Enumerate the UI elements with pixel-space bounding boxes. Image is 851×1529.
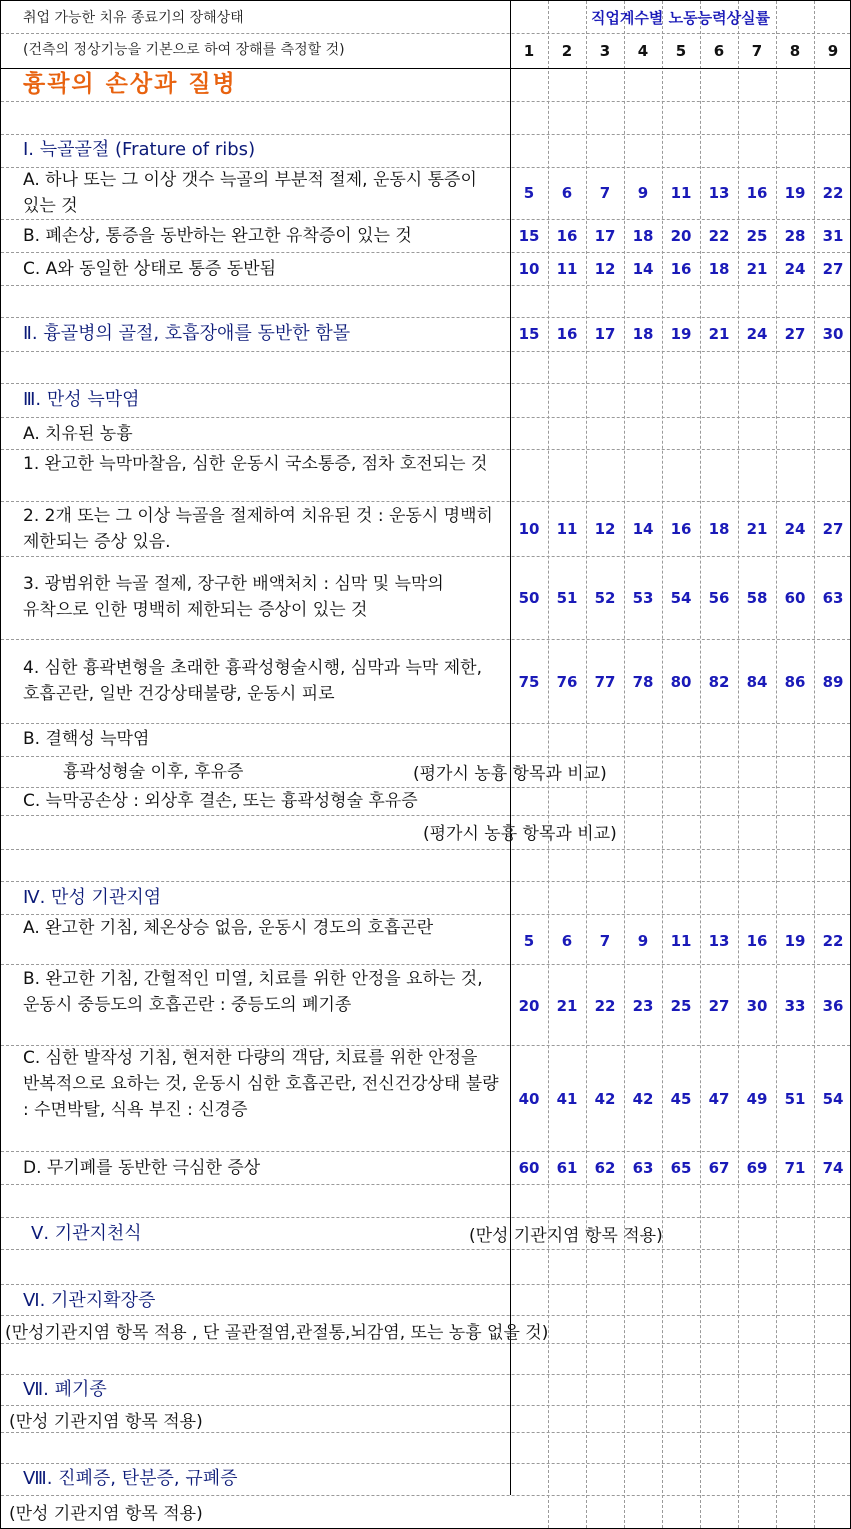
rate-cell: 13 <box>708 932 730 950</box>
rate-cell: 16 <box>556 325 578 343</box>
header-condition-label: 취업 가능한 치유 종료기의 장해상태 <box>23 10 244 26</box>
header-divider <box>1 68 850 69</box>
grid-row-line <box>1 881 850 882</box>
rate-cell: 67 <box>708 1159 730 1177</box>
item-s3a4: 4. 심한 흉곽변형을 초래한 흉곽성형술시행, 심막과 늑막 제한, 호흡곤란, 일반 건강상태불량, 운동시 피로 <box>23 658 482 704</box>
rate-cell: 22 <box>708 227 730 245</box>
item-s4c: C. 심한 발작성 기침, 현저한 다량의 객담, 치료를 위한 안정을 반복적으로 요하는 것, 운동시 심한 호흡곤란, 전신건강상태 불량 : 수면박탈, 식욕 부진 : 신경증 <box>23 1048 499 1120</box>
rate-cell: 16 <box>556 227 578 245</box>
rate-cell: 23 <box>632 997 654 1015</box>
rate-cell: 58 <box>746 589 768 607</box>
column-number: 9 <box>827 42 839 60</box>
rate-cell: 86 <box>784 673 806 691</box>
rate-cell: 84 <box>746 673 768 691</box>
grid-row-line <box>1 285 850 286</box>
item-s1a: A. 하나 또는 그 이상 갯수 늑골의 부분적 절제, 운동시 통증이 있는 것 <box>23 170 477 216</box>
note-s3c: (평가시 농흉 항목과 비교) <box>423 824 617 844</box>
rate-cell: 12 <box>594 520 616 538</box>
rate-cell: 47 <box>708 1090 730 1108</box>
rate-cell: 82 <box>708 673 730 691</box>
rate-cell: 40 <box>518 1090 540 1108</box>
rate-cell: 5 <box>523 184 535 202</box>
rate-cell: 28 <box>784 227 806 245</box>
item-s3b-text: 흉곽성형술 이후, 후유증 <box>63 762 244 782</box>
grid-row-line <box>1 449 850 450</box>
rate-cell: 60 <box>518 1159 540 1177</box>
column-number: 8 <box>789 42 801 60</box>
rate-cell: 27 <box>822 260 844 278</box>
rate-cell: 27 <box>708 997 730 1015</box>
rate-cell: 25 <box>746 227 768 245</box>
rate-cell: 16 <box>670 520 692 538</box>
rate-cell: 78 <box>632 673 654 691</box>
item-s4b: B. 완고한 기침, 간헐적인 미열, 치료를 위한 안정을 요하는 것, 운동시 중등도의 호흡곤란 : 중등도의 폐기종 <box>23 969 483 1015</box>
grid-row-line <box>1 417 850 418</box>
grid-row-line <box>1 964 850 965</box>
rate-cell: 19 <box>784 932 806 950</box>
grid-row-line <box>1 1374 850 1375</box>
rate-cell: 11 <box>670 184 692 202</box>
rate-cell: 41 <box>556 1090 578 1108</box>
column-number: 1 <box>523 42 535 60</box>
rate-header-title: 직업계수별 노동능력상실률 <box>590 9 771 27</box>
section-title-rib-fracture: Ⅰ. 늑골골절 (Frature of ribs) <box>23 139 256 160</box>
rate-cell: 13 <box>708 184 730 202</box>
section-title-pneumoconiosis: Ⅷ. 진폐증, 탄분증, 규폐증 <box>23 1468 238 1489</box>
item-s3a1: 1. 완고한 늑막마찰음, 심한 운동시 국소통증, 점차 호전되는 것 <box>23 454 488 474</box>
rate-cell: 61 <box>556 1159 578 1177</box>
page-title: 흉곽의 손상과 질병 <box>23 71 237 97</box>
rate-cell: 24 <box>784 520 806 538</box>
note-s5: (만성 기관지염 항목 적용) <box>469 1226 663 1246</box>
column-number: 6 <box>713 42 725 60</box>
section-title-bronchitis: Ⅳ. 만성 기관지염 <box>23 887 162 908</box>
section-title-pleurisy: Ⅲ. 만성 늑막염 <box>23 389 140 410</box>
item-s1b: B. 폐손상, 통증을 동반하는 완고한 유착증이 있는 것 <box>23 226 412 246</box>
rate-cell: 9 <box>637 932 649 950</box>
grid-row-line <box>1 849 850 850</box>
rate-cell: 63 <box>632 1159 654 1177</box>
rate-cell: 74 <box>822 1159 844 1177</box>
rate-cell: 16 <box>670 260 692 278</box>
rate-cell: 27 <box>784 325 806 343</box>
rate-cell: 53 <box>632 589 654 607</box>
rate-cell: 75 <box>518 673 540 691</box>
rate-cell: 18 <box>708 260 730 278</box>
grid-row-line <box>1 134 850 135</box>
rate-cell: 89 <box>822 673 844 691</box>
rate-cell: 21 <box>746 520 768 538</box>
rate-cell: 7 <box>599 184 611 202</box>
rate-cell: 22 <box>822 932 844 950</box>
header-measure-note: (건측의 정상기능을 기본으로 하여 장해를 측정할 것) <box>23 42 345 58</box>
rate-cell: 20 <box>518 997 540 1015</box>
rate-cell: 12 <box>594 260 616 278</box>
rate-cell: 51 <box>556 589 578 607</box>
item-s3a: A. 치유된 농흉 <box>23 424 133 444</box>
section-title-emphysema: Ⅶ. 폐기종 <box>23 1379 107 1400</box>
column-number: 3 <box>599 42 611 60</box>
grid-row-line <box>1 1432 850 1433</box>
rate-cell: 62 <box>594 1159 616 1177</box>
rate-cell: 19 <box>670 325 692 343</box>
rate-cell: 10 <box>518 520 540 538</box>
item-s1c: C. A와 동일한 상태로 통증 동반됨 <box>23 259 276 279</box>
rate-cell: 22 <box>594 997 616 1015</box>
rate-cell: 18 <box>708 520 730 538</box>
rate-cell: 52 <box>594 589 616 607</box>
rate-cell: 20 <box>670 227 692 245</box>
item-s4a: A. 완고한 기침, 체온상승 없음, 운동시 경도의 호흡곤란 <box>23 918 434 938</box>
rate-cell: 50 <box>518 589 540 607</box>
rate-cell: 63 <box>822 589 844 607</box>
grid-row-line <box>1 639 850 640</box>
grid-row-line <box>1 383 850 384</box>
note-s7: (만성 기관지염 항목 적용) <box>9 1412 203 1432</box>
rate-cell: 10 <box>518 260 540 278</box>
rate-cell: 11 <box>556 260 578 278</box>
item-s3b: B. 결핵성 늑막염 <box>23 729 150 749</box>
rate-cell: 14 <box>632 260 654 278</box>
rate-area-divider <box>510 1 511 1495</box>
grid-row-line <box>1 1315 850 1316</box>
column-number: 5 <box>675 42 687 60</box>
item-s3c: C. 늑막공손상 : 외상후 결손, 또는 흉곽성형술 후유증 <box>23 791 418 811</box>
rate-cell: 11 <box>670 932 692 950</box>
grid-row-line <box>1 1217 850 1218</box>
rate-cell: 16 <box>746 932 768 950</box>
rate-cell: 22 <box>822 184 844 202</box>
rate-cell: 7 <box>599 932 611 950</box>
rate-cell: 71 <box>784 1159 806 1177</box>
rate-cell: 69 <box>746 1159 768 1177</box>
rate-cell: 17 <box>594 325 616 343</box>
grid-row-line <box>1 723 850 724</box>
grid-row-line <box>1 1284 850 1285</box>
section-title-bronchiectasis: Ⅵ. 기관지확장증 <box>23 1290 156 1311</box>
rate-cell: 30 <box>822 325 844 343</box>
grid-row-line <box>1 351 850 352</box>
rate-cell: 30 <box>746 997 768 1015</box>
rate-cell: 18 <box>632 227 654 245</box>
rate-cell: 24 <box>784 260 806 278</box>
rate-cell: 60 <box>784 589 806 607</box>
column-number: 2 <box>561 42 573 60</box>
grid-row-line <box>1 1495 850 1496</box>
rate-cell: 17 <box>594 227 616 245</box>
rate-cell: 16 <box>746 184 768 202</box>
grid-row-line <box>1 252 850 253</box>
grid-row-line <box>1 219 850 220</box>
rate-cell: 21 <box>746 260 768 278</box>
grid-row-line <box>1 501 850 502</box>
rate-cell: 15 <box>518 227 540 245</box>
item-s3a3: 3. 광범위한 늑골 절제, 장구한 배액처치 : 심막 및 늑막의 유착으로 인한 명백히 제한되는 증상이 있는 것 <box>23 574 444 620</box>
rate-cell: 80 <box>670 673 692 691</box>
grid-row-line <box>1 1184 850 1185</box>
rate-cell: 49 <box>746 1090 768 1108</box>
grid-row-line <box>1 1463 850 1464</box>
column-number: 4 <box>637 42 649 60</box>
grid-row-line <box>1 33 850 34</box>
grid-row-line <box>1 1249 850 1250</box>
grid-row-line <box>1 317 850 318</box>
rate-cell: 6 <box>561 932 573 950</box>
section-title-asthma: Ⅴ. 기관지천식 <box>31 1223 142 1244</box>
note-s3b: (평가시 농흉 항목과 비교) <box>413 764 607 784</box>
rate-cell: 45 <box>670 1090 692 1108</box>
grid-row-line <box>1 815 850 816</box>
rate-cell: 33 <box>784 997 806 1015</box>
rate-cell: 76 <box>556 673 578 691</box>
rate-cell: 77 <box>594 673 616 691</box>
column-number: 7 <box>751 42 763 60</box>
rate-cell: 6 <box>561 184 573 202</box>
section-title-sternum: Ⅱ. 흉골병의 골절, 호흡장애를 동반한 함몰 <box>23 323 351 344</box>
rate-cell: 18 <box>632 325 654 343</box>
rate-cell: 19 <box>784 184 806 202</box>
grid-row-line <box>1 1343 850 1344</box>
rate-cell: 42 <box>632 1090 654 1108</box>
rate-cell: 56 <box>708 589 730 607</box>
rate-cell: 24 <box>746 325 768 343</box>
note-s6: (만성기관지염 항목 적용 , 단 골관절염,관절통,뇌감염, 또는 농흉 없을 것) <box>5 1323 549 1343</box>
rate-cell: 31 <box>822 227 844 245</box>
grid-row-line <box>1 756 850 757</box>
rate-cell: 9 <box>637 184 649 202</box>
rate-cell: 51 <box>784 1090 806 1108</box>
grid-row-line <box>1 1405 850 1406</box>
rate-cell: 54 <box>822 1090 844 1108</box>
rate-cell: 42 <box>594 1090 616 1108</box>
rate-cell: 27 <box>822 520 844 538</box>
rate-cell: 36 <box>822 997 844 1015</box>
rate-cell: 21 <box>708 325 730 343</box>
rate-cell: 54 <box>670 589 692 607</box>
rate-cell: 5 <box>523 932 535 950</box>
rate-cell: 25 <box>670 997 692 1015</box>
rate-cell: 11 <box>556 520 578 538</box>
grid-row-line <box>1 556 850 557</box>
item-s3a2: 2. 2개 또는 그 이상 늑골을 절제하여 치유된 것 : 운동시 명백히 제한되는 증상 있음. <box>23 506 493 552</box>
rate-cell: 15 <box>518 325 540 343</box>
grid-row-line <box>1 1151 850 1152</box>
note-s8: (만성 기관지염 항목 적용) <box>9 1504 203 1524</box>
rate-cell: 14 <box>632 520 654 538</box>
grid-row-line <box>1 101 850 102</box>
rate-cell: 21 <box>556 997 578 1015</box>
item-s4d: D. 무기폐를 동반한 극심한 증상 <box>23 1158 261 1178</box>
rate-cell: 65 <box>670 1159 692 1177</box>
